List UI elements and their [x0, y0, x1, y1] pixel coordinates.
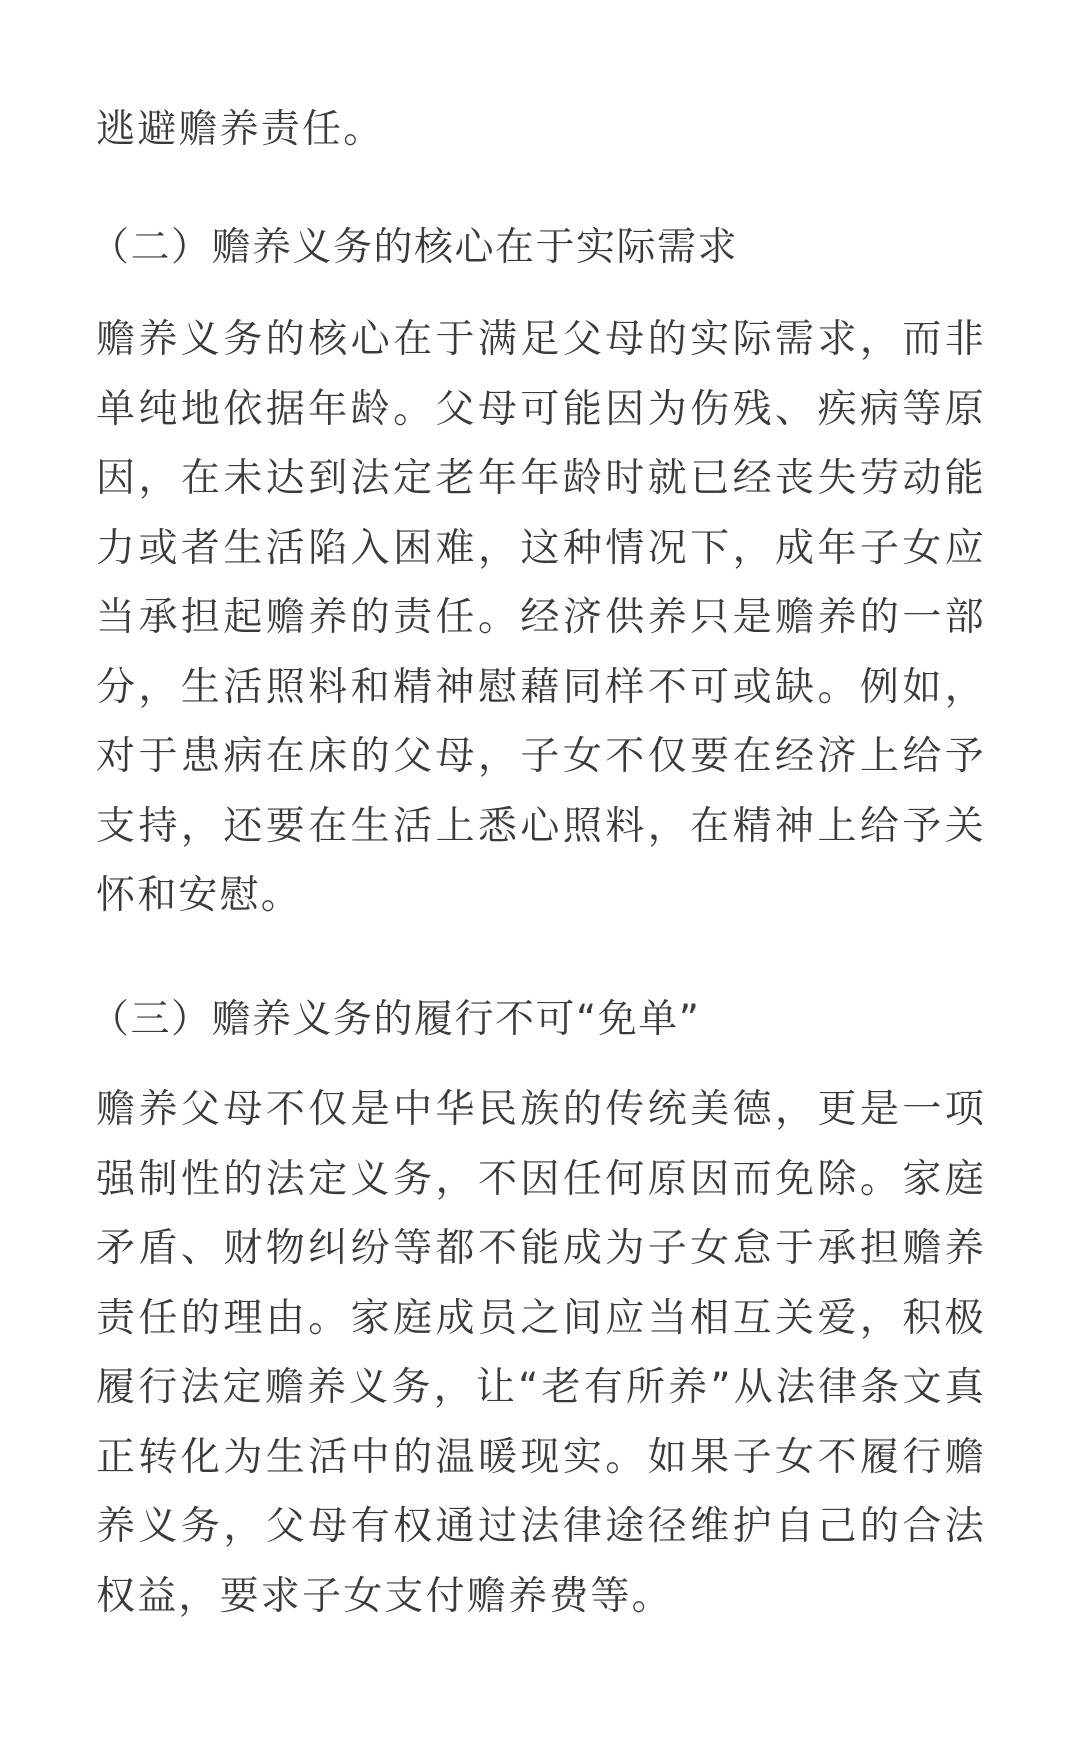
section-heading-2: （二）赡养义务的核心在于实际需求: [90, 225, 739, 270]
intro-paragraph-tail: 逃避赡养责任。: [96, 107, 385, 152]
section-heading-3: （三）赡养义务的履行不可“免单”: [90, 997, 701, 1042]
section-2-paragraph: 赡养义务的核心在于满足父母的实际需求，而非单纯地依据年龄。父母可能因为伤残、疾病等原因，在未达到法定老年年龄时就已经丧失劳动能力或者生活陷入困难，这种情况下，成年子女应当承担起赡养的责任。经济供养只是赡养的一部分，生活照料和精神慰藉同样不可或缺。例如，对于患病在床的父母，子女不仅要在经济上给予支持，还要在生活上悉心照料，在精神上给予关怀和安慰。: [96, 317, 986, 918]
section-3-paragraph: 赡养父母不仅是中华民族的传统美德，更是一项强制性的法定义务，不因任何原因而免除。家庭矛盾、财物纠纷等都不能成为子女怠于承担赡养责任的理由。家庭成员之间应当相互关爱，积极履行法定赡养义务，让“老有所养”从法律条文真正转化为生活中的温暖现实。如果子女不履行赡养义务，父母有权通过法律途径维护自己的合法权益，要求子女支付赡养费等。: [96, 1087, 986, 1619]
